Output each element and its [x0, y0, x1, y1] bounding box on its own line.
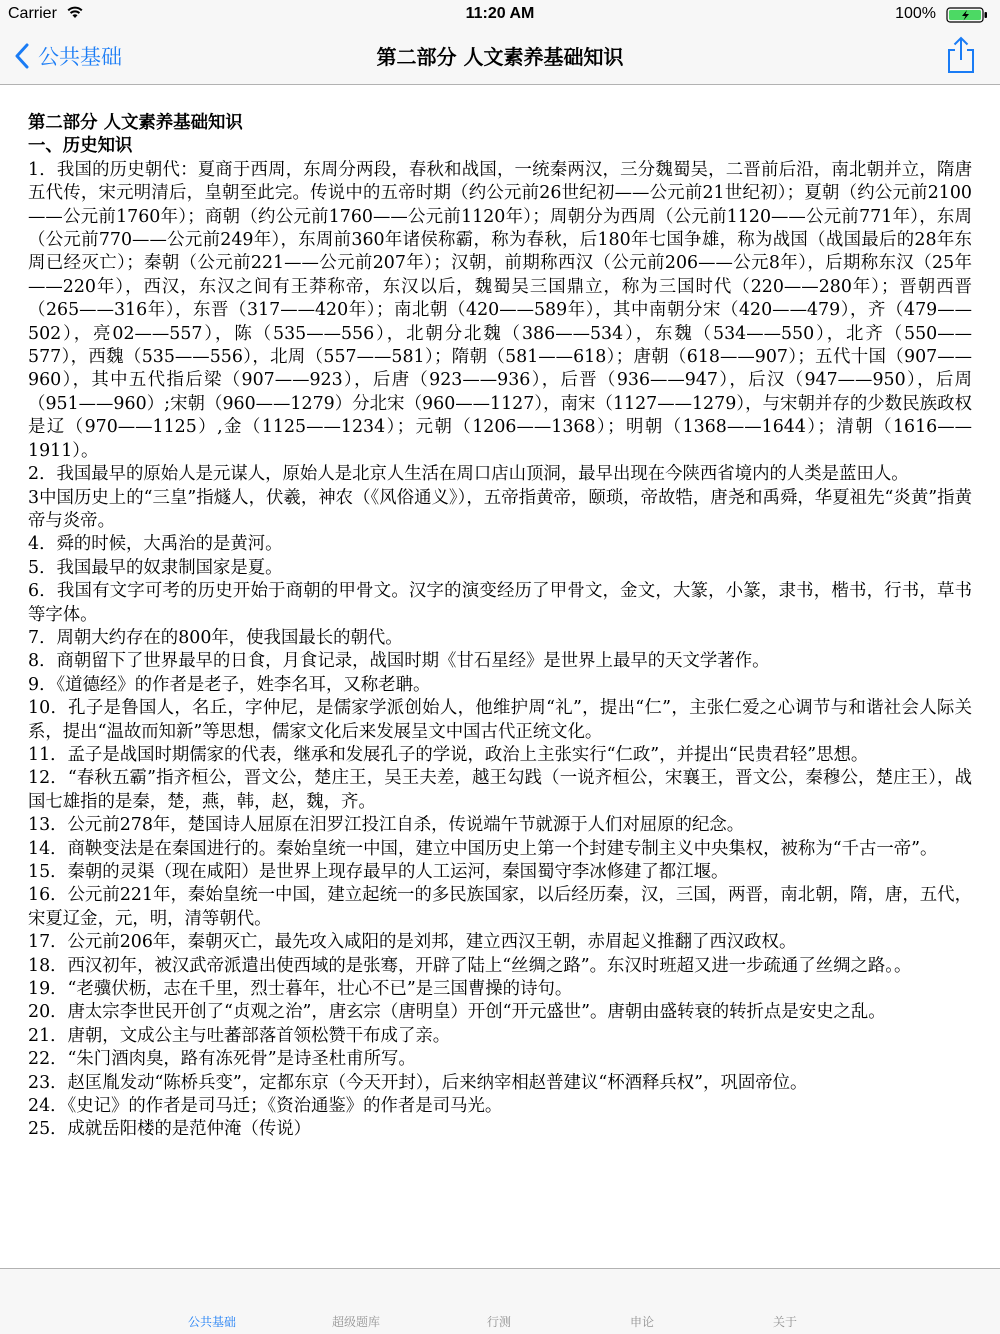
paragraph: 9．《道德经》的作者是老子，姓李名耳，又称老聃。: [28, 674, 431, 695]
share-icon[interactable]: [944, 36, 978, 74]
paragraph: 21．唐朝，文成公主与吐蕃部落首领松赞干布成了亲。: [28, 1025, 451, 1046]
status-bar: [0, 0, 1000, 28]
paragraph: 17．公元前206年，秦朝灭亡，最先攻入咸阳的是刘邦，建立西汉王朝，赤眉起义推翻了西汉政权。: [28, 932, 797, 953]
paragraph: 23．赵匡胤发动“陈桥兵变”，定都东京（今天开封），后来纳宰相赵普建议“杯酒释兵权”，巩固帝位。: [28, 1072, 808, 1093]
page-title: 第二部分 人文素养基础知识: [376, 45, 624, 69]
paragraph: 1．我国的历史朝代：夏商于西周，东周分两段，春秋和战国，一统秦两汉，三分魏蜀吴，二晋前后沿，南北朝并立，隋唐五代传，宋元明清后，皇朝至此完。传说中的五帝时期（约公元前26世纪初——公元前21世纪初）；夏朝（约公元前2100——公元前1760年）；商朝（约公元前1760——公元前1120年）；周朝分为西周（公元前1120——公元前771年），东周（公元前770——公元前249年），东周前360年诸侯称霸，称为春秋，后180年七国争雄，称为战国（战国最后的28年东周已经灭亡）；秦朝（公元前221——公元前207年）；汉朝，前期称西汉（公元前206——公元8年），后期称东汉（25年——220年），西汉，东汉之间有王莽称帝，东汉以后，魏蜀吴三国鼎立，称为三国时代（220——280年）；晋朝西晋（265——316年），东晋（317——420年）；南北朝（420——589年），其中南朝分宋（420——479），齐（479——502），亮02——557），陈（535——556），北朝分北魏（386——534），东魏（534——550），北齐（550——577），西魏（535——556），北周（557——581）；隋朝（581——618）；唐朝（618——907）；五代十国（907——960），其中五代指后梁（907——923），后唐（923——936），后晋（936——947），后汉（947——950），后周（951——960）;宋朝（960——1279）分北宋（960——1127），南宋（1127——1279），与宋朝并存的少数民族政权是辽（970——1125）,金（1125——1234）；元朝（1206——1368）；明朝（1368——1644）；清朝（1616——1911）。: [28, 159, 972, 461]
paragraph: 14．商鞅变法是在秦国进行的。秦始皇统一中国，建立中国历史上第一个封建专制主义中央集权，被称为“千古一帝”。: [28, 838, 938, 859]
paragraph: 11．孟子是战国时期儒家的代表，继承和发展孔子的学说，政治上主张实行“仁政”，并提出“民贵君轻”思想。: [28, 744, 869, 765]
article-content: [28, 112, 972, 1269]
tab-essay[interactable]: 申论: [629, 1315, 654, 1329]
paragraph: 20．唐太宗李世民开创了“贞观之治”，唐玄宗（唐明皇）开创“开元盛世”。唐朝由盛转衰的转折点是安史之乱。: [28, 1002, 886, 1023]
paragraph: 16．公元前221年，秦始皇统一中国，建立起统一的多民族国家，以后经历秦，汉，三国，两晋，南北朝，隋，唐，五代，宋夏辽金，元，明，清等朝代。: [28, 885, 972, 929]
paragraph: 8．商朝留下了世界最早的日食，月食记录，战国时期《甘石星经》是世界上最早的天文学著作。: [28, 651, 770, 672]
tab-public-basics[interactable]: 公共基础: [187, 1315, 236, 1329]
paragraph: 13．公元前278年，楚国诗人屈原在汨罗江投江自杀，传说端午节就源于人们对屈原的纪念。: [28, 815, 745, 836]
paragraph: 22．“朱门酒肉臭，路有冻死骨”是诗圣杜甫所写。: [28, 1049, 416, 1070]
navigation-bar: [0, 28, 1000, 85]
tab-aptitude-test[interactable]: 行测: [486, 1315, 511, 1329]
battery-icon: [946, 7, 988, 23]
battery-percent: 100%: [895, 5, 936, 22]
paragraph: 18．西汉初年，被汉武帝派遣出使西域的是张骞，开辟了陆上“丝绸之路”。东汉时班超又进一步疏通了丝绸之路。。: [28, 955, 912, 976]
tab-about[interactable]: 关于: [772, 1315, 797, 1329]
paragraph: 15．秦朝的灵渠（现在咸阳）是世界上现存最早的人工运河，秦国蜀守李冰修建了都江堰。: [28, 862, 729, 882]
article-heading: 第二部分 人文素养基础知识: [28, 113, 243, 133]
paragraph: 6．我国有文字可考的历史开始于商朝的甲骨文。汉字的演变经历了甲骨文，金文，大篆，小篆，隶书，楷书，行书，草书等字体。: [28, 581, 972, 625]
paragraph: 7．周朝大约存在的800年，使我国最长的朝代。: [28, 627, 403, 648]
back-button-label: 公共基础: [38, 45, 122, 69]
carrier-label: Carrier: [8, 5, 57, 22]
tab-bar: [0, 1268, 1000, 1334]
paragraph: 3中国历史上的“三皇”指燧人，伏羲，神农（《风俗通义》），五帝指黄帝，颐琐，帝故牿，唐尧和禹舜，华夏祖先“炎黄”指黄帝与炎帝。: [28, 487, 972, 531]
paragraph: 12．“春秋五霸”指齐桓公，晋文公，楚庄王，吴王夫差，越王勾践（一说齐桓公，宋襄王，晋文公，秦穆公，楚庄王），战国七雄指的是秦，楚，燕，韩，赵，魏，齐。: [28, 768, 972, 812]
tab-question-bank[interactable]: 超级题库: [331, 1315, 380, 1329]
paragraph: 5．我国最早的奴隶制国家是夏。: [28, 557, 283, 578]
section-heading: 一、历史知识: [28, 136, 133, 157]
paragraph: 19．“老骥伏枥，志在千里，烈士暮年，壮心不已”是三国曹操的诗句。: [28, 979, 573, 1000]
paragraph: 10．孔子是鲁国人，名丘，字仲尼，是儒家学派创始人，他维护周“礼”，提出“仁”，主张仁爱之心调节与和谐社会人际关系，提出“温故而知新”等思想，儒家文化后来发展呈文中国古代正统文化。: [28, 698, 972, 742]
paragraph: 25．成就岳阳楼的是范仲淹（传说）: [28, 1119, 311, 1140]
paragraph: 2．我国最早的原始人是元谋人，原始人是北京人生活在周口店山顶洞，最早出现在今陕西省境内的人类是蓝田人。: [28, 464, 909, 485]
paragraph: 24．《史记》的作者是司马迁；《资治通鉴》的作者是司马光。: [28, 1096, 503, 1117]
status-time: 11:20 AM: [465, 5, 535, 22]
paragraph: 4．舜的时候，大禹治的是黄河。: [28, 534, 283, 555]
